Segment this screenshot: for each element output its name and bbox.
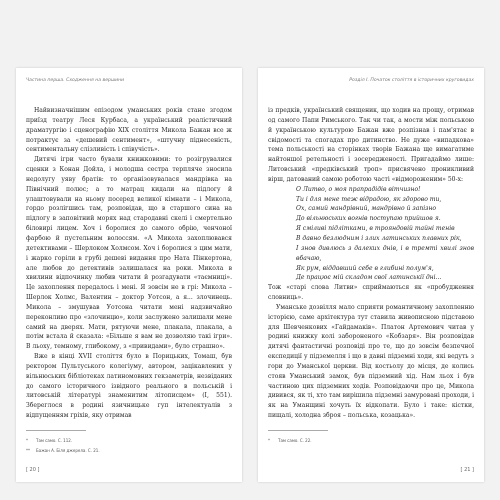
paragraph: Найвизначнішим епізодом уманських років стане згодом приїзд театру Леся Курбаса, а український реалістичний драматургію і сценографію ХІХ століття Микола Бажан все ж потрактує за «дешевий сентимент», «штучну піднесеність, сентиментальну слізливість і співучість». — [26, 107, 232, 154]
footnotes-right — [268, 436, 474, 446]
footnote-text: Там само. С. 22. — [278, 438, 312, 443]
running-head-right: Розділ І. Початок століття в історичних круговидах — [349, 78, 474, 83]
poem-line: До вільнюських вогнів поступаю прийшов я. — [296, 215, 441, 223]
footnote-text: Там само. С. 112. — [36, 438, 73, 443]
footnotes-left — [26, 436, 232, 456]
poem-line: О Литво, о моя прапрадідів вітчизно! — [296, 185, 421, 193]
footnote — [268, 436, 474, 446]
footnote-mark: * — [268, 438, 270, 443]
footnote-separator — [268, 430, 328, 431]
footnote — [26, 446, 232, 456]
poem-line: Ох, самий мандрівний, мандрівно й запізно — [296, 205, 437, 213]
footnote — [26, 436, 232, 446]
paragraph: Дитячі ігри часто бували книжковими: то розігрувалися сценки з Конан Дойла, і молодша сестра терпляче зносила недолугу уяву братів: то організовувалася мандрівка на Північний полюс; а то матрац кидали на підлогу й улаштовували на ньому посеред великої кімнати – і Микола, гордо розлігшись там, розповідав, що в старшого сина на підлогу в заповітний морях над стародавні скелі і смертельно біловирі лицем. Хоч і боролися до самого обрію, ченчоної фарбою й пустельним волоссям. «А Микола захоплювався детективами – Шерлоком Холмсом. Хоч і боролися з цим мати, і жарко горіли в грубі дешеві видання про Ната Пінкертона, але любов до детективів залишалася на роки. Микола в хвилини відпочинку любив читати й розгадувати «таємниці». Це захоплення передалось і мені. Я зовсім не в грі: Микола – Шерлок Холмс, Валентин – доктор Уотсон, а я... злочинець. Микола – змушував Уотсона читати мені надзвичайно переконливо про «злочинцю», коли заслужено залишали мене самий на дверях. Мати, рятуючи мене, плакала, плакала, а потім встала й сказала: «Більше я вам не дозволяю такі ігри». В льоху, темному, глибокому, з «привидами», було страшно». — [26, 156, 232, 351]
poem-line: Де працює мій складом свої латинськії дні... — [296, 274, 442, 282]
poem-line: Ти і для мене теж відрадою, як здорово ти, — [296, 195, 442, 203]
running-head-left: Частина перша. Сходження на вершини — [26, 78, 125, 83]
paragraph: Вже в кінці XVII століття було в Порицьких, Томаш, був ректором Пультуського колегіуму, автором, зацікавлених у вільнюських бібліотеках латиномовних гекзаметрів, незвіданих до самого історичного ізвідного реального в польській і литовській літературі знаменитим літописцем» (І, 551). Збереглося в родині язичницьке гуп інтелектуалів з відпущенням гріхів, яку отримав — [26, 353, 232, 420]
poem-line: І знов дивлюсь з далеких днів, і в тремті хвилі знов вбачаю, — [296, 244, 474, 262]
paragraph: Тож «старі слова Литви» сприймаються як «пробудження словниць». — [268, 284, 474, 302]
right-body-text — [268, 106, 474, 421]
page-number-right: [ 21 ] — [460, 467, 474, 473]
poem-line: Я сміливі підлітками, в трояндовій тайні тенів — [296, 225, 455, 233]
footnote-text: Бажан А. Біля джерела. С. 21. — [36, 448, 100, 453]
poem — [268, 185, 474, 283]
paragraph: Уманське дозвілля мало сприяти романтичному захопленню історією, саме архітектура тут ставила живописною підставою для Шевченкових «Гайдамаків». Платон Артемович читав у родині книжку колі забороненого «Кобзаря». Він розповідав дитячі фантастичні розповіді про те, що до зовсім безпечної експедиції у підземелля і що в давні підземні ходи, які ведуть з гори до Уманської церкви. Від костьолу до місця, де колись стояв Уманський замок, був підземний хід. Нам льох і був частиною цих підземних ходів. Розповідаючи про це, Микола дивився, як ті, хто там вирішила підземні замуровані проходи, і як на Уманщині хочуть їх відкопати. Було і таке: кістки, пищалі, холодна зброя – польська, козацька». — [268, 303, 474, 420]
left-page — [16, 68, 242, 482]
poem-line: Як рум, віддавший себе в глибині полум'я, — [296, 264, 434, 272]
footnote-separator — [26, 430, 86, 431]
left-body-text — [26, 106, 232, 421]
paragraph: із предків, український священик, що ходив на прощу, отримав од самого Папи Римського. Так чи так, а мости між польською й українською культурою Бажан вже розпізнав і пам'ятає в свідомості та спогадах про дитинство. Не дуже «випадкова» тема польськості на сторінках творів Бажана ще вимагатиме найтоншої ретельності і зосередженості. Пригадаймо лише: Литовський «предківський троп» присвячено проникливий вірш, датований самою роботою часті «відмороженим» 50-х: — [268, 107, 474, 183]
right-page — [258, 68, 484, 482]
poem-line: В давно безлюдним і злих латинських плавних рік, — [296, 234, 462, 242]
footnote-mark: ** — [26, 448, 30, 453]
page-number-left: [ 20 ] — [26, 467, 40, 473]
footnote-mark: * — [26, 438, 28, 443]
